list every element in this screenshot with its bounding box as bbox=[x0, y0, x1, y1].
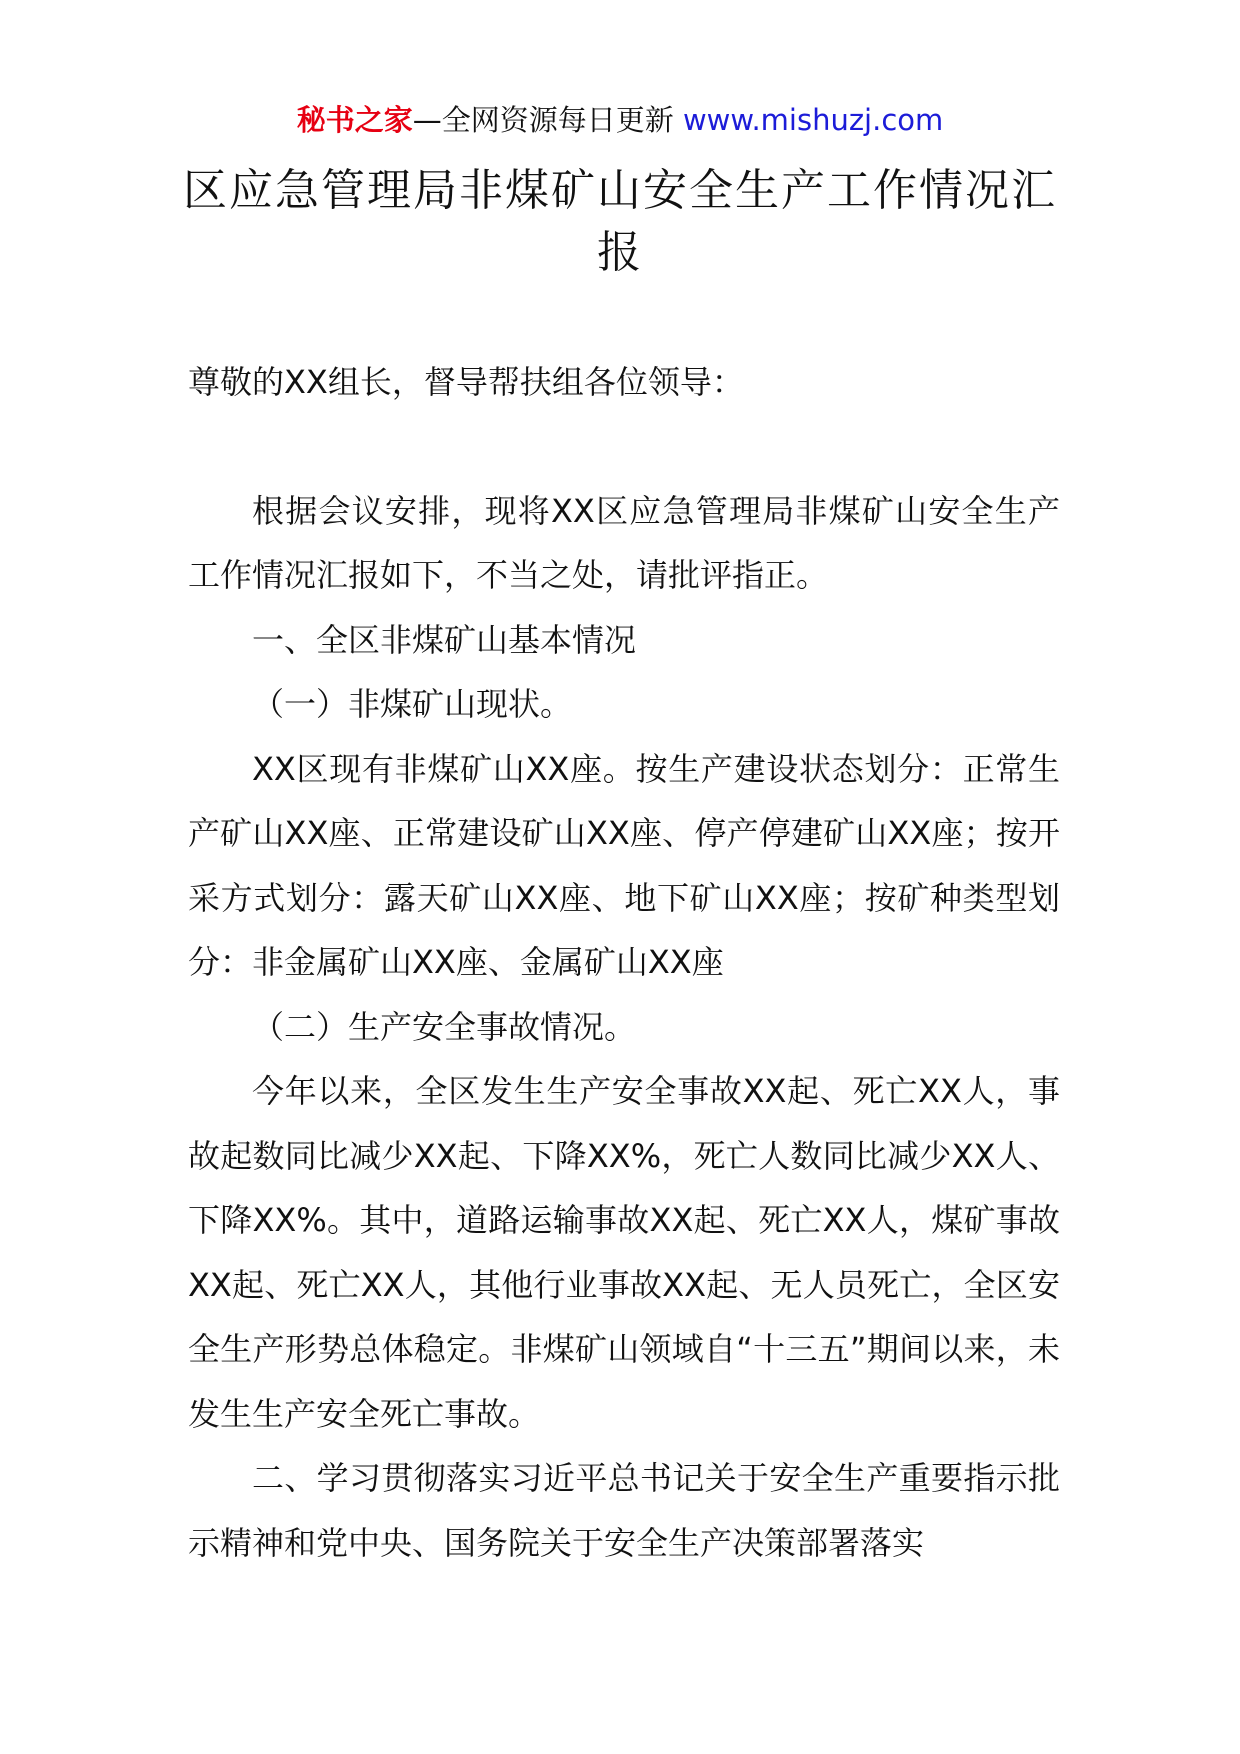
salutation: 尊敬的XX组长，督导帮扶组各位领导： bbox=[188, 363, 744, 401]
site-url-link[interactable]: www.mishuzj.com bbox=[682, 103, 944, 137]
intro-paragraph: 根据会议安排，现将XX区应急管理局非煤矿山安全生产工作情况汇报如下，不当之处，请批评指正。 bbox=[188, 491, 1060, 594]
section-heading-2: 二、学习贯彻落实习近平总书记关于安全生产重要指示批示精神和党中央、国务院关于安全生产决策部署落实 bbox=[188, 1459, 1060, 1562]
subsection-heading-2: （二）生产安全事故情况。 bbox=[252, 1007, 637, 1046]
banner-tagline: —全网资源每日更新 bbox=[412, 103, 683, 137]
accident-paragraph: 今年以来，全区发生生产安全事故XX起、死亡XX人，事故起数同比减少XX起、下降XX%，死亡人数同比减少XX人、下降XX%。其中，道路运输事故XX起、死亡XX人，煤矿事故XX起、死亡XX人，其他行业事故XX起、无人员死亡，全区安全生产形势总体稳定。非煤矿山领域自“十三五”期间以来，未发生生产安全死亡事故。 bbox=[188, 1072, 1060, 1433]
document-body bbox=[188, 350, 1060, 1575]
mine-status-paragraph: XX区现有非煤矿山XX座。按生产建设状态划分：正常生产矿山XX座、正常建设矿山XX座、停产停建矿山XX座；按开采方式划分：露天矿山XX座、地下矿山XX座；按矿种类型划分：非金属矿山XX座、金属矿山XX座 bbox=[188, 749, 1060, 981]
site-banner bbox=[0, 100, 1240, 140]
subsection-heading-1: （一）非煤矿山现状。 bbox=[252, 685, 573, 723]
document-title: 区应急管理局非煤矿山安全生产工作情况汇报 bbox=[183, 165, 1057, 278]
brand-name: 秘书之家 bbox=[296, 103, 413, 137]
section-heading-1: 一、全区非煤矿山基本情况 bbox=[252, 620, 637, 659]
